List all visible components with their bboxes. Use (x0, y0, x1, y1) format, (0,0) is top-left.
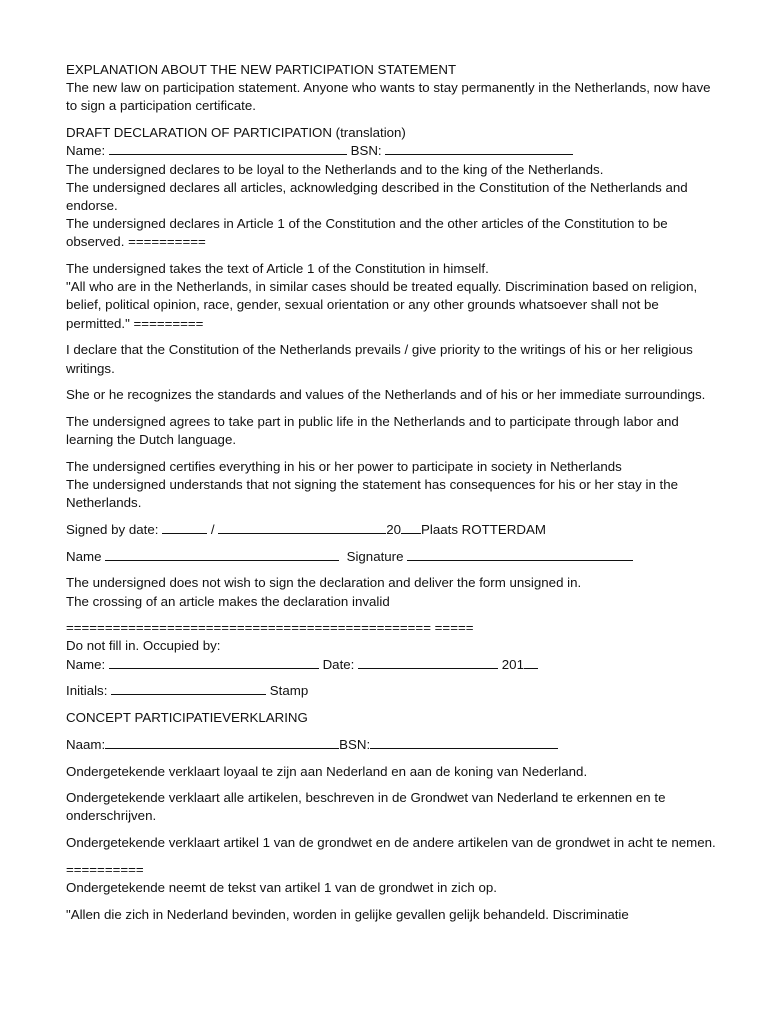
signed-year-field[interactable] (401, 521, 421, 534)
official-year-field[interactable] (524, 656, 538, 669)
initials-field[interactable] (111, 682, 266, 695)
declaration-article1: The undersigned declares in Article 1 of the Constitution and the other articles of the Constitution to be observed. ========== (66, 216, 672, 250)
consequences-paragraph: The undersigned understands that not signing the statement has consequences for his or her stay in the Netherlands. (66, 477, 682, 511)
signature-field[interactable] (407, 548, 633, 561)
year-prefix: 20 (386, 521, 402, 537)
signed-date-line (66, 521, 716, 539)
not-sign-paragraph: The undersigned does not wish to sign the declaration and deliver the form unsigned in. (66, 575, 582, 591)
public-life: The undersigned agrees to take part in public life in the Netherlands and to participate through labor and learning the Dutch language. (66, 413, 683, 448)
article1-intro: The undersigned takes the text of Article 1 of the Constitution in himself. (66, 261, 489, 277)
article1-quote: "All who are in the Netherlands, in similar cases should be treated equally. Discrimination based on religion, belief, political opinion, race, gender, sexual orientation or any other grounds whatsoever shall not be permitted." ========= (66, 279, 701, 331)
do-not-fill: Do not fill in. Occupied by: (66, 638, 221, 654)
constitution-priority: I declare that the Constitution of the Netherlands prevails / give priority to the writings of his or her religious writings. (66, 342, 697, 376)
date-separator: / (210, 521, 215, 537)
intro-paragraph: The new law on participation statement. Anyone who wants to stay permanently in the Netherlands, now have to sign a participation certificate. (66, 80, 715, 114)
document-heading: EXPLANATION ABOUT THE NEW PARTICIPATION STATEMENT (66, 62, 457, 77)
name-signature-line (66, 548, 716, 566)
bsn-field[interactable] (385, 142, 573, 155)
nl-loyaal: Ondergetekende verklaart loyaal te zijn aan Nederland en aan de koning van Nederland. (66, 763, 588, 779)
certifies-paragraph: The undersigned certifies everything in his or her power to participate in society in Netherlands (66, 458, 622, 474)
stamp-label: Stamp (269, 683, 309, 699)
name-label: Name: (66, 143, 106, 159)
official-year: 201 (501, 656, 524, 672)
bsn-label: BSN: (350, 143, 382, 159)
initials-line (66, 682, 716, 700)
declaration-loyal: The undersigned declares to be loyal to the Netherlands and to the king of the Netherlands. (66, 161, 604, 177)
nl-neemt: Ondergetekende neemt de tekst van artikel 1 van de grondwet in zich op. (66, 880, 497, 896)
nl-artikel1: Ondergetekende verklaart artikel 1 van de grondwet en de andere artikelen van de grondwet in acht te nemen. (66, 835, 716, 851)
initials-label: Initials: (66, 683, 108, 699)
name-label-2: Name (66, 548, 102, 564)
crossing-paragraph: The crossing of an article makes the declaration invalid (66, 593, 390, 609)
draft-title: DRAFT DECLARATION OF PARTICIPATION (translation) (66, 125, 406, 141)
official-name-field[interactable] (109, 656, 319, 669)
official-name-date-line (66, 656, 716, 674)
naam-field[interactable] (105, 736, 339, 749)
nl-separator: ========== (66, 861, 144, 877)
signed-day-field[interactable] (162, 521, 207, 534)
concept-title: CONCEPT PARTICIPATIEVERKLARING (66, 710, 308, 726)
official-name-label: Name: (66, 656, 106, 672)
naam-bsn-line (66, 736, 716, 754)
bsn-label-nl: BSN: (339, 736, 371, 752)
signature-label: Signature (346, 548, 404, 564)
nl-quote: "Allen die zich in Nederland bevinden, worden in gelijke gevallen gelijk behandeld. Discriminatie (66, 906, 629, 922)
official-date-label: Date: (322, 656, 355, 672)
standards-values: She or he recognizes the standards and values of the Netherlands and of his or her immediate surroundings. (66, 387, 706, 403)
bsn-field-nl[interactable] (370, 736, 558, 749)
signed-month-field[interactable] (218, 521, 386, 534)
place-label: Plaats ROTTERDAM (421, 521, 546, 537)
document-body (66, 61, 716, 924)
naam-label: Naam: (66, 736, 106, 752)
name-field[interactable] (109, 142, 347, 155)
signed-by-date-label: Signed by date: (66, 521, 159, 537)
declaration-articles: The undersigned declares all articles, acknowledging described in the Constitution of the Netherlands and endorse. (66, 179, 692, 213)
separator-line: =============================================== ===== (66, 620, 474, 636)
nl-artikelen: Ondergetekende verklaart alle artikelen, beschreven in de Grondwet van Nederland te erkennen en te onderschrijven. (66, 790, 670, 824)
official-date-field[interactable] (358, 656, 498, 669)
name-bsn-line (66, 142, 716, 160)
signer-name-field[interactable] (105, 548, 339, 561)
